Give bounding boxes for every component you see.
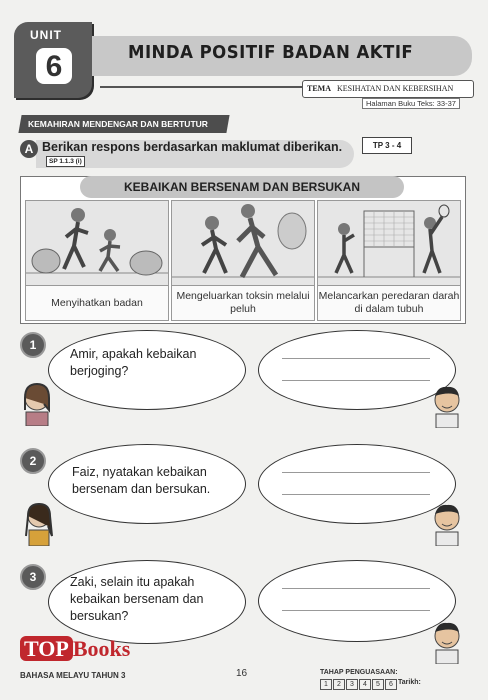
tp-badge: TP 3 - 4: [362, 137, 412, 154]
instruction: [42, 140, 352, 168]
section-letter: A: [20, 140, 38, 158]
tahap-level[interactable]: 4: [359, 679, 371, 690]
subject-label: BAHASA MELAYU TAHUN 3: [20, 671, 126, 680]
page-number: 16: [236, 668, 248, 679]
instruction-text: Berikan respons berdasarkan maklumat diberikan.: [42, 140, 343, 154]
page-title: MINDA POSITIF BADAN AKTIF: [128, 42, 414, 63]
jogging-illustration: [25, 200, 169, 286]
tema-box: [302, 80, 474, 98]
caption-1: Menyihatkan badan: [25, 285, 169, 321]
logo-top: TOP: [20, 636, 73, 661]
tahap-level[interactable]: 5: [372, 679, 384, 690]
unit-number: 6: [36, 48, 72, 84]
badminton-illustration: [317, 200, 461, 286]
woman-avatar: [20, 380, 54, 426]
answer-line: [282, 610, 430, 611]
answer-bubble[interactable]: [258, 330, 456, 410]
panel-title: KEBAIKAN BERSENAM DAN BERSUKAN: [80, 176, 404, 198]
sp-badge: SP 1.1.3 (i): [46, 156, 85, 167]
stretching-illustration: [171, 200, 315, 286]
answer-line: [282, 358, 430, 359]
tahap-label: TAHAP PENGUASAAN:: [320, 669, 398, 676]
answer-line: [282, 588, 430, 589]
tarikh-label: Tarikh:: [398, 679, 421, 686]
question-text: Amir, apakah kebaikan berjoging?: [70, 347, 197, 378]
boy-avatar: [430, 382, 464, 428]
question-text: Faiz, nyatakan kebaikan bersenam dan bersukan.: [72, 465, 211, 496]
topbooks-logo: [20, 636, 130, 662]
answer-bubble[interactable]: [258, 560, 456, 642]
answer-bubble[interactable]: [258, 444, 456, 524]
boy-avatar: [430, 500, 464, 546]
question-number: 1: [20, 332, 46, 358]
tema-label: TEMA: [307, 84, 331, 93]
boy-avatar: [430, 618, 464, 664]
tahap-level[interactable]: 2: [333, 679, 345, 690]
answer-line: [282, 472, 430, 473]
answer-line: [282, 494, 430, 495]
caption-2: Mengeluarkan toksin melalui peluh: [171, 285, 315, 321]
caption-3: Melancarkan peredaran darah di dalam tubuh: [317, 285, 461, 321]
question-text: Zaki, selain itu apakah kebaikan bersenam dan bersukan?: [70, 575, 204, 623]
logo-books: Books: [72, 636, 131, 661]
textbook-pages: Halaman Buku Teks: 33-37: [362, 98, 460, 109]
tahap-level[interactable]: 3: [346, 679, 358, 690]
answer-line: [282, 380, 430, 381]
tema-value: KESIHATAN DAN KEBERSIHAN: [337, 84, 454, 93]
tahap-level[interactable]: 6: [385, 679, 397, 690]
tahap-levels: [320, 679, 398, 690]
unit-label: UNIT: [30, 28, 62, 42]
skill-label: KEMAHIRAN MENDENGAR DAN BERTUTUR: [28, 119, 208, 129]
question-number: 2: [20, 448, 46, 474]
tahap-level[interactable]: 1: [320, 679, 332, 690]
question-number: 3: [20, 564, 46, 590]
skill-banner: [18, 115, 229, 133]
girl-avatar: [22, 500, 56, 546]
